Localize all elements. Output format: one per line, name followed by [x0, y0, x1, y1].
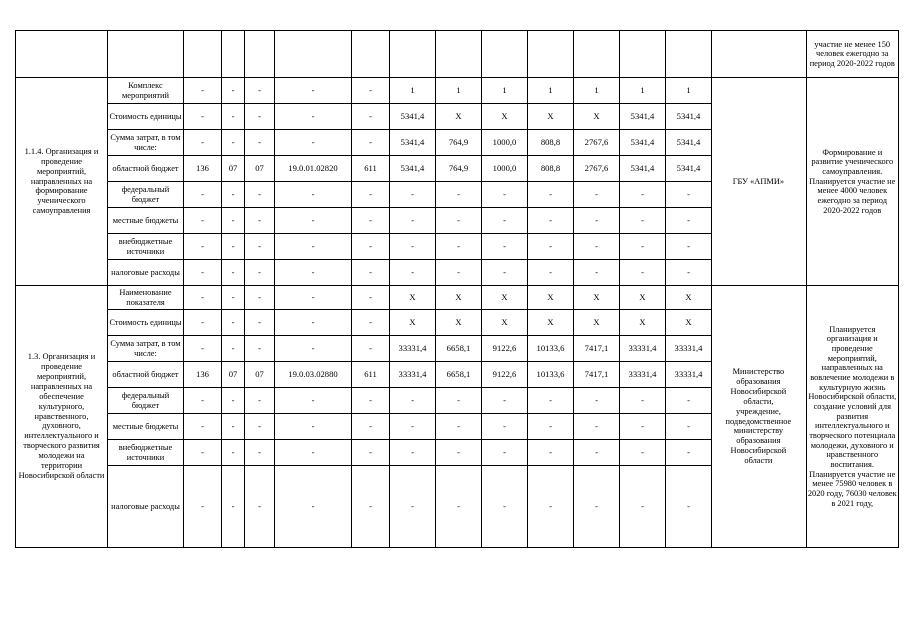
indicator-label: местные бюджеты [108, 414, 184, 440]
budget-code-c4: - [275, 104, 352, 130]
value-cell: X [528, 286, 574, 310]
value-cell: - [574, 440, 620, 466]
value-cell: - [482, 182, 528, 208]
budget-code-c3: - [245, 104, 275, 130]
program-table [15, 30, 899, 548]
value-cell: - [666, 414, 712, 440]
value-cell: - [390, 414, 436, 440]
activity-13-responsible: Министерство образования Новосибирской области, учреждение, подведомственное министерству образования Новосибирской области [725, 286, 793, 548]
indicator-label: Комплекс мероприятий [108, 78, 184, 104]
budget-code-c1: - [184, 336, 222, 362]
value-cell: - [666, 182, 712, 208]
budget-code-c4: - [275, 130, 352, 156]
budget-code-c4: - [275, 466, 352, 548]
budget-code-c2: - [222, 388, 245, 414]
table-cell [245, 31, 275, 78]
indicator-label: Стоимость единицы [108, 310, 184, 336]
table-cell [712, 31, 725, 78]
value-cell: 1 [436, 78, 482, 104]
value-cell: X [436, 104, 482, 130]
value-cell: X [482, 286, 528, 310]
budget-code-c1: - [184, 414, 222, 440]
value-cell: 9122,6 [482, 362, 528, 388]
table-row-top [16, 31, 899, 78]
value-cell: - [620, 234, 666, 260]
budget-code-c4: - [275, 182, 352, 208]
value-cell: X [436, 310, 482, 336]
indicator-label: внебюджетные источники [108, 234, 184, 260]
value-cell: 10133,6 [528, 362, 574, 388]
value-cell: - [574, 414, 620, 440]
table-cell [436, 31, 482, 78]
activity-114-activity-name: 1.1.4. Организация и проведение мероприятий, направленных на формирование ученического самоуправления [16, 78, 108, 286]
budget-code-c4: - [275, 440, 352, 466]
budget-code-c5: - [352, 104, 390, 130]
value-cell: - [620, 440, 666, 466]
value-cell: 5341,4 [390, 156, 436, 182]
value-cell: 33331,4 [390, 336, 436, 362]
budget-code-c4: - [275, 208, 352, 234]
value-cell: - [390, 208, 436, 234]
budget-code-c4: - [275, 336, 352, 362]
value-cell: - [666, 440, 712, 466]
budget-code-c4: - [275, 78, 352, 104]
spacer-cell [712, 286, 725, 548]
value-cell: 6658,1 [436, 336, 482, 362]
table-cell [725, 31, 793, 78]
value-cell: - [390, 260, 436, 286]
value-cell: - [482, 208, 528, 234]
budget-code-c2: - [222, 130, 245, 156]
budget-code-c1: - [184, 260, 222, 286]
budget-code-c2: - [222, 104, 245, 130]
value-cell: 5341,4 [620, 130, 666, 156]
budget-code-c5: - [352, 414, 390, 440]
value-cell: 5341,4 [620, 104, 666, 130]
value-cell: 33331,4 [620, 336, 666, 362]
budget-code-c1: - [184, 466, 222, 548]
value-cell: X [574, 310, 620, 336]
value-cell: X [482, 310, 528, 336]
value-cell: - [574, 208, 620, 234]
value-cell: 5341,4 [620, 156, 666, 182]
value-cell: 5341,4 [666, 156, 712, 182]
value-cell: - [620, 388, 666, 414]
activity-114-responsible: ГБУ «АПМИ» [725, 78, 793, 286]
value-cell: 10133,6 [528, 336, 574, 362]
budget-code-c2: - [222, 286, 245, 310]
budget-code-c5: - [352, 78, 390, 104]
value-cell: 1 [390, 78, 436, 104]
value-cell: X [574, 286, 620, 310]
value-cell: 764,9 [436, 156, 482, 182]
budget-code-c1: - [184, 78, 222, 104]
value-cell: - [574, 388, 620, 414]
value-cell: - [436, 388, 482, 414]
budget-code-c5: - [352, 182, 390, 208]
value-cell: 5341,4 [390, 130, 436, 156]
value-cell: - [620, 260, 666, 286]
value-cell: - [390, 466, 436, 548]
budget-code-c4: 19.0.01.02820 [275, 156, 352, 182]
value-cell: - [482, 260, 528, 286]
budget-code-c2: 07 [222, 362, 245, 388]
budget-code-c1: - [184, 286, 222, 310]
budget-code-c5: 611 [352, 156, 390, 182]
value-cell: - [390, 440, 436, 466]
budget-code-c2: - [222, 260, 245, 286]
budget-code-c2: - [222, 336, 245, 362]
value-cell: 764,9 [436, 130, 482, 156]
table-cell [108, 31, 184, 78]
budget-code-c4: - [275, 414, 352, 440]
table-cell [666, 31, 712, 78]
indicator-label: областной бюджет [108, 362, 184, 388]
value-cell: - [620, 414, 666, 440]
budget-code-c4: - [275, 388, 352, 414]
value-cell: X [482, 104, 528, 130]
value-cell: - [390, 388, 436, 414]
indicator-label: внебюджетные источники [108, 440, 184, 466]
budget-code-c5: - [352, 336, 390, 362]
budget-code-c3: - [245, 388, 275, 414]
budget-code-c3: - [245, 286, 275, 310]
value-cell: - [528, 234, 574, 260]
value-cell: 1 [620, 78, 666, 104]
budget-code-c1: 136 [184, 362, 222, 388]
value-cell: - [620, 208, 666, 234]
activity-13-expected-result: Планируется организация и проведение мероприятий, направленных на вовлечение молодежи в культурную жизнь Новосибирской области, создание условий для развития интеллектуального и творческого потенциала молодежи, духовного и нравственного воспитания. Планируется участие не менее 75980 человек в 2020 году, 76030 человек в 2021 году, [806, 286, 898, 548]
value-cell: - [574, 234, 620, 260]
budget-code-c5: - [352, 286, 390, 310]
spacer-cell [792, 286, 806, 548]
value-cell: X [390, 286, 436, 310]
value-cell: X [528, 104, 574, 130]
budget-code-c3: - [245, 130, 275, 156]
budget-code-c3: - [245, 78, 275, 104]
budget-code-c1: - [184, 208, 222, 234]
value-cell: 1000,0 [482, 156, 528, 182]
indicator-label: налоговые расходы [108, 260, 184, 286]
budget-code-c3: 07 [245, 156, 275, 182]
value-cell: - [574, 260, 620, 286]
value-cell: X [436, 286, 482, 310]
value-cell: - [574, 466, 620, 548]
value-cell: - [528, 440, 574, 466]
indicator-label: Сумма затрат, в том числе: [108, 336, 184, 362]
value-cell: - [620, 466, 666, 548]
value-cell: 33331,4 [666, 336, 712, 362]
value-cell: - [528, 466, 574, 548]
value-cell: - [528, 208, 574, 234]
budget-code-c2: - [222, 78, 245, 104]
budget-code-c3: - [245, 336, 275, 362]
table-cell [222, 31, 245, 78]
table-cell [390, 31, 436, 78]
value-cell: - [390, 234, 436, 260]
activity-114-expected-result: Формирование и развитие ученического самоуправления. Планируется участие не менее 4000 человек ежегодно за период 2020-2022 годов [806, 78, 898, 286]
value-cell: - [528, 388, 574, 414]
budget-code-c5: - [352, 208, 390, 234]
budget-code-c5: - [352, 310, 390, 336]
budget-code-c5: - [352, 234, 390, 260]
value-cell: 7417,1 [574, 336, 620, 362]
value-cell: - [482, 440, 528, 466]
table-cell [620, 31, 666, 78]
budget-code-c1: 136 [184, 156, 222, 182]
budget-code-c3: - [245, 208, 275, 234]
budget-code-c5: - [352, 260, 390, 286]
budget-code-c5: - [352, 130, 390, 156]
value-cell: - [666, 208, 712, 234]
value-cell: - [528, 182, 574, 208]
table-cell [16, 31, 108, 78]
value-cell: 6658,1 [436, 362, 482, 388]
spacer-cell [712, 78, 725, 286]
value-cell: - [482, 234, 528, 260]
budget-code-c3: - [245, 310, 275, 336]
value-cell: X [528, 310, 574, 336]
budget-code-c5: - [352, 440, 390, 466]
budget-code-c2: - [222, 234, 245, 260]
indicator-label: Стоимость единицы [108, 104, 184, 130]
value-cell: X [666, 310, 712, 336]
value-cell: - [620, 182, 666, 208]
budget-code-c4: 19.0.03.02880 [275, 362, 352, 388]
value-cell: - [482, 388, 528, 414]
budget-code-c1: - [184, 104, 222, 130]
value-cell: 808,8 [528, 156, 574, 182]
budget-code-c2: - [222, 310, 245, 336]
value-cell: 7417,1 [574, 362, 620, 388]
value-cell: 1 [528, 78, 574, 104]
value-cell: X [620, 286, 666, 310]
value-cell: 1 [666, 78, 712, 104]
value-cell: 33331,4 [666, 362, 712, 388]
budget-code-c2: - [222, 466, 245, 548]
budget-code-c1: - [184, 440, 222, 466]
value-cell: 1 [482, 78, 528, 104]
value-cell: - [528, 414, 574, 440]
value-cell: - [528, 260, 574, 286]
value-cell: X [620, 310, 666, 336]
budget-code-c2: - [222, 208, 245, 234]
budget-code-c3: - [245, 234, 275, 260]
value-cell: - [436, 234, 482, 260]
document-page [15, 30, 899, 548]
value-cell: 5341,4 [666, 130, 712, 156]
budget-code-c3: - [245, 440, 275, 466]
table-cell [275, 31, 352, 78]
budget-code-c4: - [275, 234, 352, 260]
spacer-cell [792, 78, 806, 286]
budget-code-c1: - [184, 130, 222, 156]
budget-code-c1: - [184, 310, 222, 336]
budget-code-c3: - [245, 260, 275, 286]
value-cell: X [390, 310, 436, 336]
activity-13-row [16, 286, 899, 310]
activity-114-row [16, 78, 899, 104]
value-cell: 1000,0 [482, 130, 528, 156]
value-cell: 1 [574, 78, 620, 104]
budget-code-c3: - [245, 414, 275, 440]
indicator-label: федеральный бюджет [108, 182, 184, 208]
budget-code-c5: 611 [352, 362, 390, 388]
value-cell: X [574, 104, 620, 130]
table-cell [528, 31, 574, 78]
activity-13-activity-name: 1.3. Организация и проведение мероприятий, направленных на обеспечение культурного, нравственного, духовного, интеллектуального и творческого развития молодежи на территории Новосибирской области [16, 286, 108, 548]
indicator-label: местные бюджеты [108, 208, 184, 234]
indicator-label: Наименование показателя [108, 286, 184, 310]
budget-code-c5: - [352, 388, 390, 414]
value-cell: - [390, 182, 436, 208]
value-cell: - [666, 466, 712, 548]
value-cell: 5341,4 [390, 104, 436, 130]
value-cell: - [436, 208, 482, 234]
value-cell: - [436, 182, 482, 208]
result-cell-top: участие не менее 150 человек ежегодно за период 2020-2022 годов [806, 31, 898, 78]
value-cell: - [666, 388, 712, 414]
value-cell: 5341,4 [666, 104, 712, 130]
value-cell: - [436, 260, 482, 286]
indicator-label: налоговые расходы [108, 466, 184, 548]
budget-code-c2: - [222, 440, 245, 466]
budget-code-c2: - [222, 414, 245, 440]
table-cell [352, 31, 390, 78]
value-cell: - [436, 440, 482, 466]
value-cell: X [666, 286, 712, 310]
table-cell [482, 31, 528, 78]
budget-code-c1: - [184, 234, 222, 260]
budget-code-c4: - [275, 310, 352, 336]
budget-code-c1: - [184, 388, 222, 414]
table-cell [184, 31, 222, 78]
value-cell: 2767,6 [574, 156, 620, 182]
table-cell [574, 31, 620, 78]
budget-code-c4: - [275, 260, 352, 286]
table-cell [792, 31, 806, 78]
value-cell: - [482, 466, 528, 548]
value-cell: - [666, 260, 712, 286]
value-cell: 2767,6 [574, 130, 620, 156]
budget-code-c2: - [222, 182, 245, 208]
budget-code-c3: - [245, 182, 275, 208]
value-cell: 9122,6 [482, 336, 528, 362]
budget-code-c3: - [245, 466, 275, 548]
value-cell: - [436, 466, 482, 548]
budget-code-c4: - [275, 286, 352, 310]
value-cell: - [436, 414, 482, 440]
value-cell: - [482, 414, 528, 440]
value-cell: 808,8 [528, 130, 574, 156]
budget-code-c5: - [352, 466, 390, 548]
value-cell: 33331,4 [390, 362, 436, 388]
indicator-label: областной бюджет [108, 156, 184, 182]
value-cell: - [574, 182, 620, 208]
budget-code-c3: 07 [245, 362, 275, 388]
indicator-label: Сумма затрат, в том числе: [108, 130, 184, 156]
value-cell: - [666, 234, 712, 260]
value-cell: 33331,4 [620, 362, 666, 388]
budget-code-c2: 07 [222, 156, 245, 182]
indicator-label: федеральный бюджет [108, 388, 184, 414]
budget-code-c1: - [184, 182, 222, 208]
